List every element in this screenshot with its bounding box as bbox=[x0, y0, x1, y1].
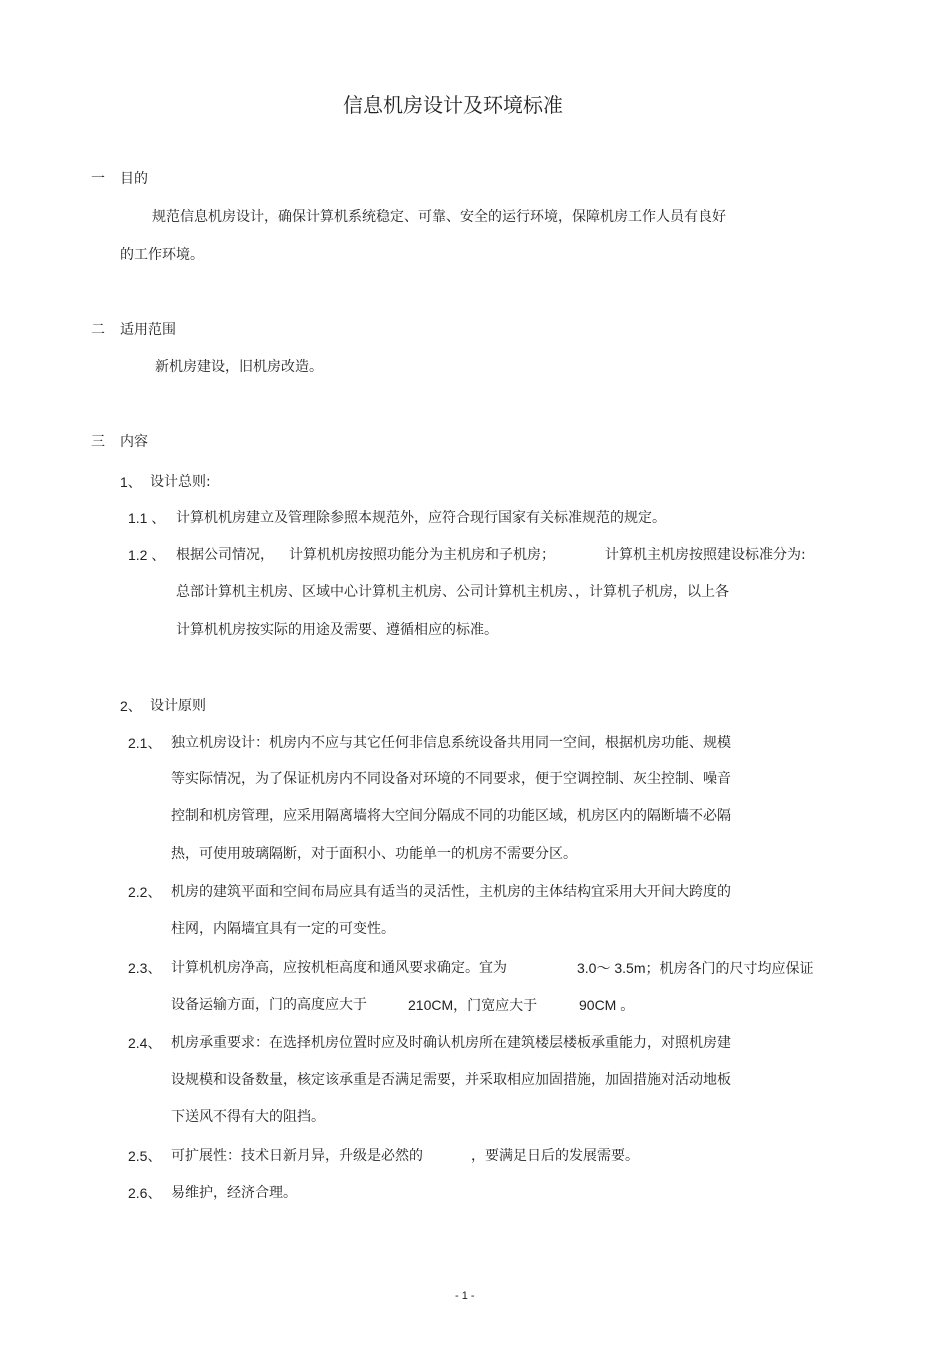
item-1-1-text: 计算机机房建立及管理除参照本规范外，应符合现行国家有关标准规范的规定。 bbox=[176, 510, 666, 526]
item-2-3-number: 2.3、 bbox=[128, 960, 162, 976]
item-1-2-line-2: 总部计算机主机房、区域中心计算机主机房、公司计算机主机房、，计算机子机房，以上各 bbox=[176, 584, 729, 600]
item-2-1-line-2: 等实际情况，为了保证机房内不同设备对环境的不同要求，便于空调控制、灰尘控制、噪音 bbox=[171, 771, 731, 787]
item-2-4-line-1: 机房承重要求：在选择机房位置时应及时确认机房所在建筑楼层楼板承重能力，对照机房建 bbox=[171, 1035, 731, 1051]
subsection-1-heading: 设计总则: bbox=[150, 474, 211, 490]
subsection-2-number: 2、 bbox=[120, 698, 142, 714]
section-1-line-2: 的工作环境。 bbox=[120, 247, 204, 263]
section-3-number: 三 bbox=[91, 434, 105, 450]
item-1-2-text-a: 根据公司情况， bbox=[176, 547, 274, 563]
item-2-2-number: 2.2、 bbox=[128, 884, 162, 900]
item-2-5-text-a: 可扩展性：技术日新月异，升级是必然的 bbox=[171, 1148, 423, 1164]
item-2-4-number: 2.4、 bbox=[128, 1035, 162, 1051]
section-1-number: 一 bbox=[91, 171, 105, 187]
item-2-3-text-a: 计算机机房净高，应按机柜高度和通风要求确定。宜为 bbox=[171, 960, 507, 976]
section-1-heading: 目的 bbox=[120, 171, 148, 187]
section-1-line-1: 规范信息机房设计，确保计算机系统稳定、可靠、安全的运行环境，保障机房工作人员有良好 bbox=[152, 209, 726, 225]
item-2-1-number: 2.1、 bbox=[128, 735, 162, 751]
item-1-2-line-3: 计算机机房按实际的用途及需要、遵循相应的标准。 bbox=[176, 622, 498, 638]
item-2-4-line-3: 下送风不得有大的阻挡。 bbox=[171, 1109, 325, 1125]
item-2-3-text-b: 3.0～ 3.5m；机房各门的尺寸均应保证 bbox=[577, 960, 814, 976]
item-2-6-text: 易维护，经济合理。 bbox=[171, 1185, 297, 1201]
page-number: - 1 - bbox=[455, 1290, 475, 1302]
item-2-3-line-2-c: 90CM 。 bbox=[579, 997, 635, 1013]
item-2-2-line-2: 柱网，内隔墙宜具有一定的可变性。 bbox=[171, 921, 395, 937]
item-2-6-number: 2.6、 bbox=[128, 1185, 162, 1201]
item-2-3-line-2-a: 设备运输方面，门的高度应大于 bbox=[171, 997, 367, 1013]
item-2-4-line-2: 设规模和设备数量，核定该承重是否满足需要，并采取相应加固措施，加固措施对活动地板 bbox=[171, 1072, 731, 1088]
item-2-2-line-1: 机房的建筑平面和空间布局应具有适当的灵活性，主机房的主体结构宜采用大开间大跨度的 bbox=[171, 884, 731, 900]
subsection-2-heading: 设计原则 bbox=[150, 698, 206, 714]
subsection-1-number: 1、 bbox=[120, 474, 142, 490]
page-title: 信息机房设计及环境标准 bbox=[343, 93, 563, 117]
section-3-heading: 内容 bbox=[120, 434, 148, 450]
item-1-2-text-c: 计算机主机房按照建设标准分为: bbox=[605, 547, 806, 563]
section-2-number: 二 bbox=[91, 322, 105, 338]
section-2-body: 新机房建设，旧机房改造。 bbox=[155, 359, 323, 375]
item-2-1-line-1: 独立机房设计：机房内不应与其它任何非信息系统设备共用同一空间，根据机房功能、规模 bbox=[171, 735, 731, 751]
item-1-1-number: 1.1 、 bbox=[128, 510, 166, 526]
item-2-5-text-b: ，要满足日后的发展需要。 bbox=[471, 1148, 639, 1164]
item-1-2-text-b: 计算机机房按照功能分为主机房和子机房； bbox=[289, 547, 555, 563]
item-1-2-number: 1.2 、 bbox=[128, 547, 166, 563]
item-2-1-line-3: 控制和机房管理，应采用隔离墙将大空间分隔成不同的功能区域，机房区内的隔断墙不必隔 bbox=[171, 808, 731, 824]
item-2-5-number: 2.5、 bbox=[128, 1148, 162, 1164]
item-2-1-line-4: 热，可使用玻璃隔断，对于面积小、功能单一的机房不需要分区。 bbox=[171, 846, 577, 862]
item-2-3-line-2-b: 210CM，门宽应大于 bbox=[408, 997, 538, 1013]
section-2-heading: 适用范围 bbox=[120, 322, 176, 338]
